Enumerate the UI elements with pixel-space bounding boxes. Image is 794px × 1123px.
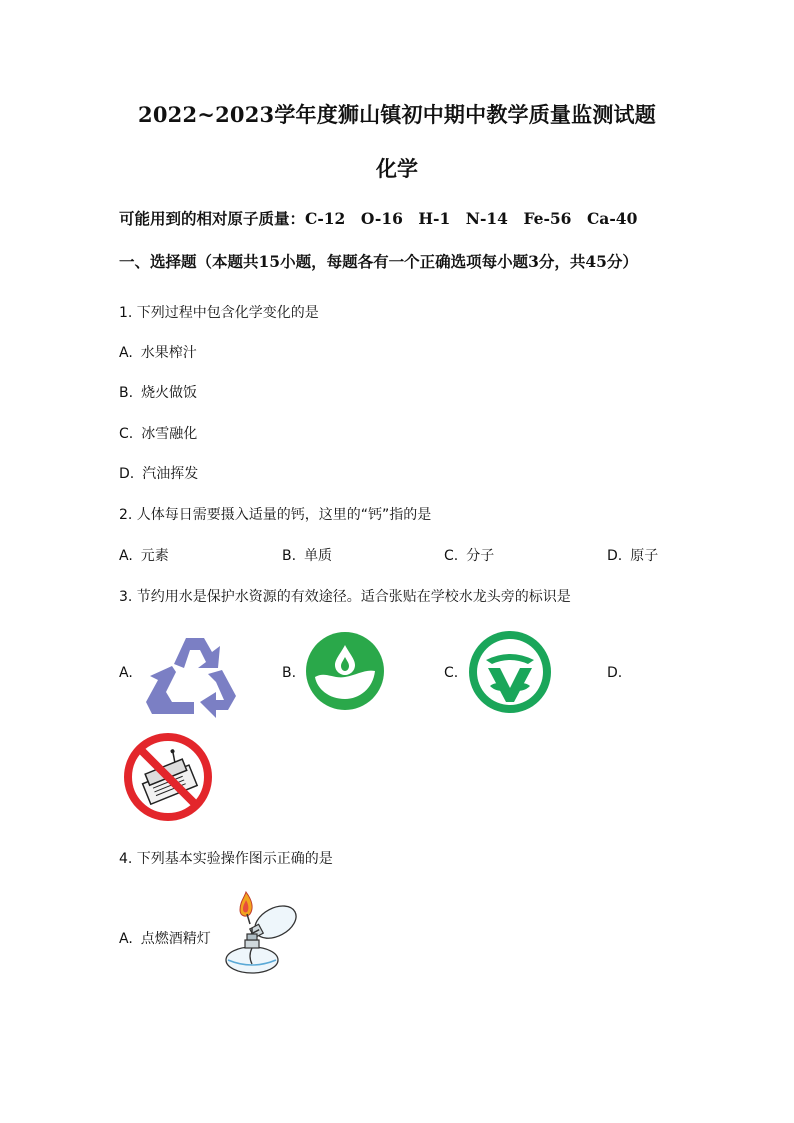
option-label: C. bbox=[119, 426, 134, 442]
q2-option-b bbox=[282, 545, 332, 565]
question-2-stem: 2. 人体每日需要摄入适量的钙，这里的“钙”指的是 bbox=[119, 507, 432, 523]
option-label: D. bbox=[119, 466, 135, 482]
question-1-stem: 1. 下列过程中包含化学变化的是 bbox=[119, 305, 319, 321]
q2-option-c bbox=[444, 545, 494, 565]
atomic-mass-line: 可能用到的相对原子质量：C-12 O-16 H-1 N-14 Fe-56 Ca-40 bbox=[119, 209, 638, 228]
q3-option-c-label: C. bbox=[444, 665, 459, 681]
green-food-icon bbox=[468, 630, 552, 714]
q3-option-b-label: B. bbox=[282, 665, 297, 681]
question-3-stem: 3. 节约用水是保护水资源的有效途径。适合张贴在学校水龙头旁的标识是 bbox=[119, 589, 571, 605]
option-text: 分子 bbox=[466, 548, 495, 564]
q1-option-d bbox=[119, 463, 198, 483]
option-label: B. bbox=[119, 385, 134, 401]
option-label: A. bbox=[119, 931, 133, 947]
question-4-stem: 4. 下列基本实验操作图示正确的是 bbox=[119, 851, 333, 867]
option-text: 点燃酒精灯 bbox=[140, 931, 211, 947]
no-matches-icon bbox=[121, 730, 215, 824]
exam-title: 2022~2023学年度狮山镇初中期中教学质量监测试题 bbox=[138, 102, 656, 127]
option-text: 烧火做饭 bbox=[141, 385, 198, 401]
option-text: 水果榨汁 bbox=[140, 345, 197, 361]
option-label: C. bbox=[444, 548, 459, 564]
option-text: 单质 bbox=[304, 548, 333, 564]
alcohol-lamp-lighting-icon bbox=[216, 890, 302, 978]
q1-option-b bbox=[119, 382, 197, 402]
option-label: A. bbox=[119, 345, 133, 361]
option-label: B. bbox=[282, 548, 297, 564]
q1-option-a bbox=[119, 342, 197, 362]
option-text: 汽油挥发 bbox=[142, 466, 199, 482]
q1-option-c bbox=[119, 423, 197, 443]
q4-option-a bbox=[119, 928, 211, 948]
q2-option-a bbox=[119, 545, 169, 565]
subject-title: 化学 bbox=[376, 156, 418, 181]
option-text: 原子 bbox=[630, 548, 659, 564]
section-heading: 一、选择题（本题共15小题，每题各有一个正确选项每小题3分，共45分） bbox=[119, 252, 638, 271]
q3-option-d-label: D. bbox=[607, 665, 623, 681]
option-text: 冰雪融化 bbox=[141, 426, 198, 442]
water-saving-icon bbox=[305, 631, 385, 711]
q2-option-d bbox=[607, 545, 658, 565]
option-label: D. bbox=[607, 548, 623, 564]
q3-option-a-label: A. bbox=[119, 665, 133, 681]
option-text: 元素 bbox=[140, 548, 169, 564]
recycle-icon bbox=[146, 630, 240, 718]
option-label: A. bbox=[119, 548, 133, 564]
